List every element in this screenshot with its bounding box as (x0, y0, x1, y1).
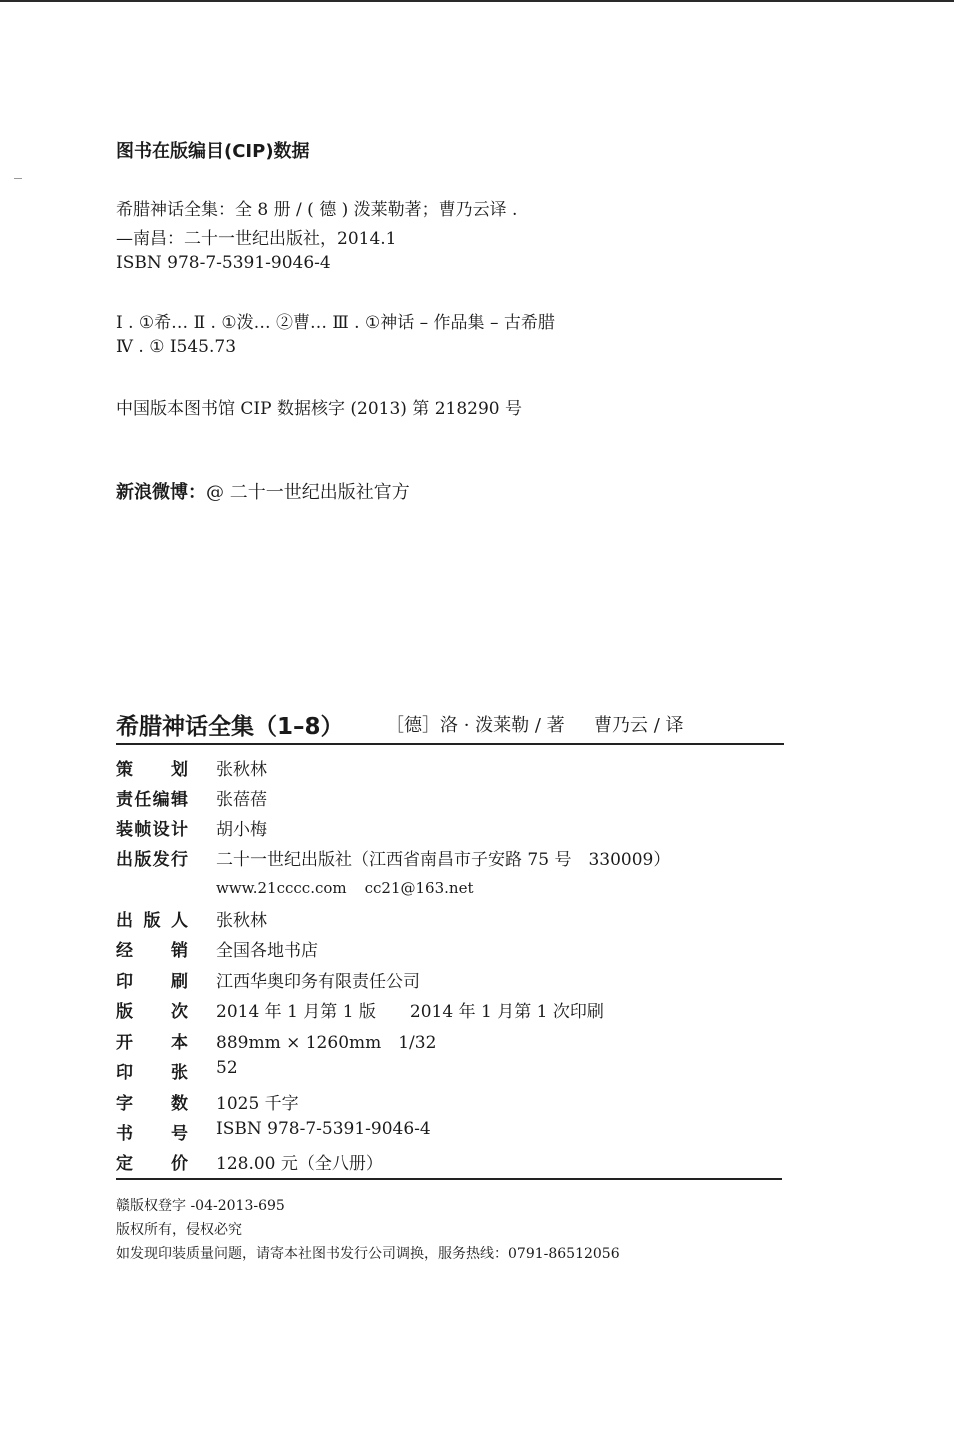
info-row-wordcount (116, 1089, 796, 1115)
info-row-design (116, 815, 796, 841)
info-row-price (116, 1149, 796, 1175)
cip-line-publisher: —南昌：二十一世纪出版社，2014.1 (116, 229, 397, 249)
scan-mark (14, 178, 22, 179)
cip-line-isbn: ISBN 978-7-5391-9046-4 (116, 253, 331, 273)
info-row-publisher (116, 906, 796, 932)
info-value: 1025 千字 (216, 1094, 299, 1114)
top-border-rule (0, 0, 954, 2)
info-row-printer (116, 967, 796, 993)
weibo-account: @ 二十一世纪出版社官方 (206, 482, 410, 503)
cip-heading: 图书在版编目(CIP)数据 (116, 141, 310, 162)
copyright-registration: 赣版权登字 -04-2013-695 (116, 1198, 285, 1214)
cip-line-record: 中国版本图书馆 CIP 数据核字 (2013) 第 218290 号 (116, 399, 523, 419)
info-value: ISBN 978-7-5391-9046-4 (216, 1119, 431, 1139)
weibo-line (116, 478, 410, 504)
info-row-distribution (116, 845, 796, 871)
info-row-editor (116, 785, 796, 811)
weibo-label: 新浪微博： (116, 482, 206, 503)
info-value: 128.00 元（全八册） (216, 1154, 383, 1174)
info-label: 版次 (116, 1002, 188, 1022)
book-title: 希腊神话全集（1–8） (116, 714, 344, 740)
info-value: 全国各地书店 (216, 941, 318, 961)
info-value: 52 (216, 1058, 238, 1078)
cip-line-subjects: Ⅰ . ①希… Ⅱ . ①泼… ②曹… Ⅲ . ①神话 – 作品集 – 古希腊 (116, 313, 555, 333)
info-label: 经销 (116, 941, 188, 961)
info-value: 二十一世纪出版社（江西省南昌市子安路 75 号 330009） (216, 850, 671, 870)
info-label: 定价 (116, 1154, 188, 1174)
book-translator: 曹乃云 / 译 (594, 715, 684, 736)
cip-line-classification: Ⅳ . ① I545.73 (116, 337, 237, 357)
info-value: 2014 年 1 月第 1 版 2014 年 1 月第 1 次印刷 (216, 1002, 604, 1022)
publisher-website: www.21cccc.com (216, 879, 347, 897)
info-label: 出版人 (116, 911, 188, 931)
info-value: 胡小梅 (216, 820, 267, 840)
info-label: 责任编辑 (116, 790, 188, 810)
title-divider (116, 743, 784, 745)
service-hotline-notice: 如发现印装质量问题，请寄本社图书发行公司调换，服务热线：0791-86512056 (116, 1246, 620, 1262)
copyright-notice: 版权所有，侵权必究 (116, 1222, 242, 1238)
info-row-planner (116, 755, 796, 781)
info-label: 策划 (116, 760, 188, 780)
info-value: 张秋林 (216, 911, 267, 931)
book-author: ［德］洛 · 泼莱勒 / 著 (386, 715, 565, 736)
info-row-format (116, 1028, 796, 1054)
info-label: 印张 (116, 1063, 188, 1083)
info-row-edition (116, 997, 796, 1023)
info-label: 书号 (116, 1124, 188, 1144)
info-value: 889mm × 1260mm 1/32 (216, 1033, 437, 1053)
info-label: 印刷 (116, 972, 188, 992)
info-row-sheets (116, 1058, 796, 1084)
publisher-email: cc21@163.net (364, 879, 474, 897)
info-label: 出版发行 (116, 850, 188, 870)
table-bottom-rule (116, 1178, 782, 1180)
info-row-isbn (116, 1119, 796, 1145)
publisher-web-line (216, 879, 473, 897)
info-value: 张蓓蓓 (216, 790, 267, 810)
info-label: 开本 (116, 1033, 188, 1053)
info-label: 装帧设计 (116, 820, 188, 840)
cip-line-title: 希腊神话全集：全 8 册 / ( 德 ) 泼莱勒著；曹乃云译 . (116, 200, 518, 220)
info-row-seller (116, 936, 796, 962)
book-title-row (116, 708, 784, 742)
info-value: 张秋林 (216, 760, 267, 780)
info-label: 字数 (116, 1094, 188, 1114)
info-value: 江西华奥印务有限责任公司 (216, 972, 420, 992)
